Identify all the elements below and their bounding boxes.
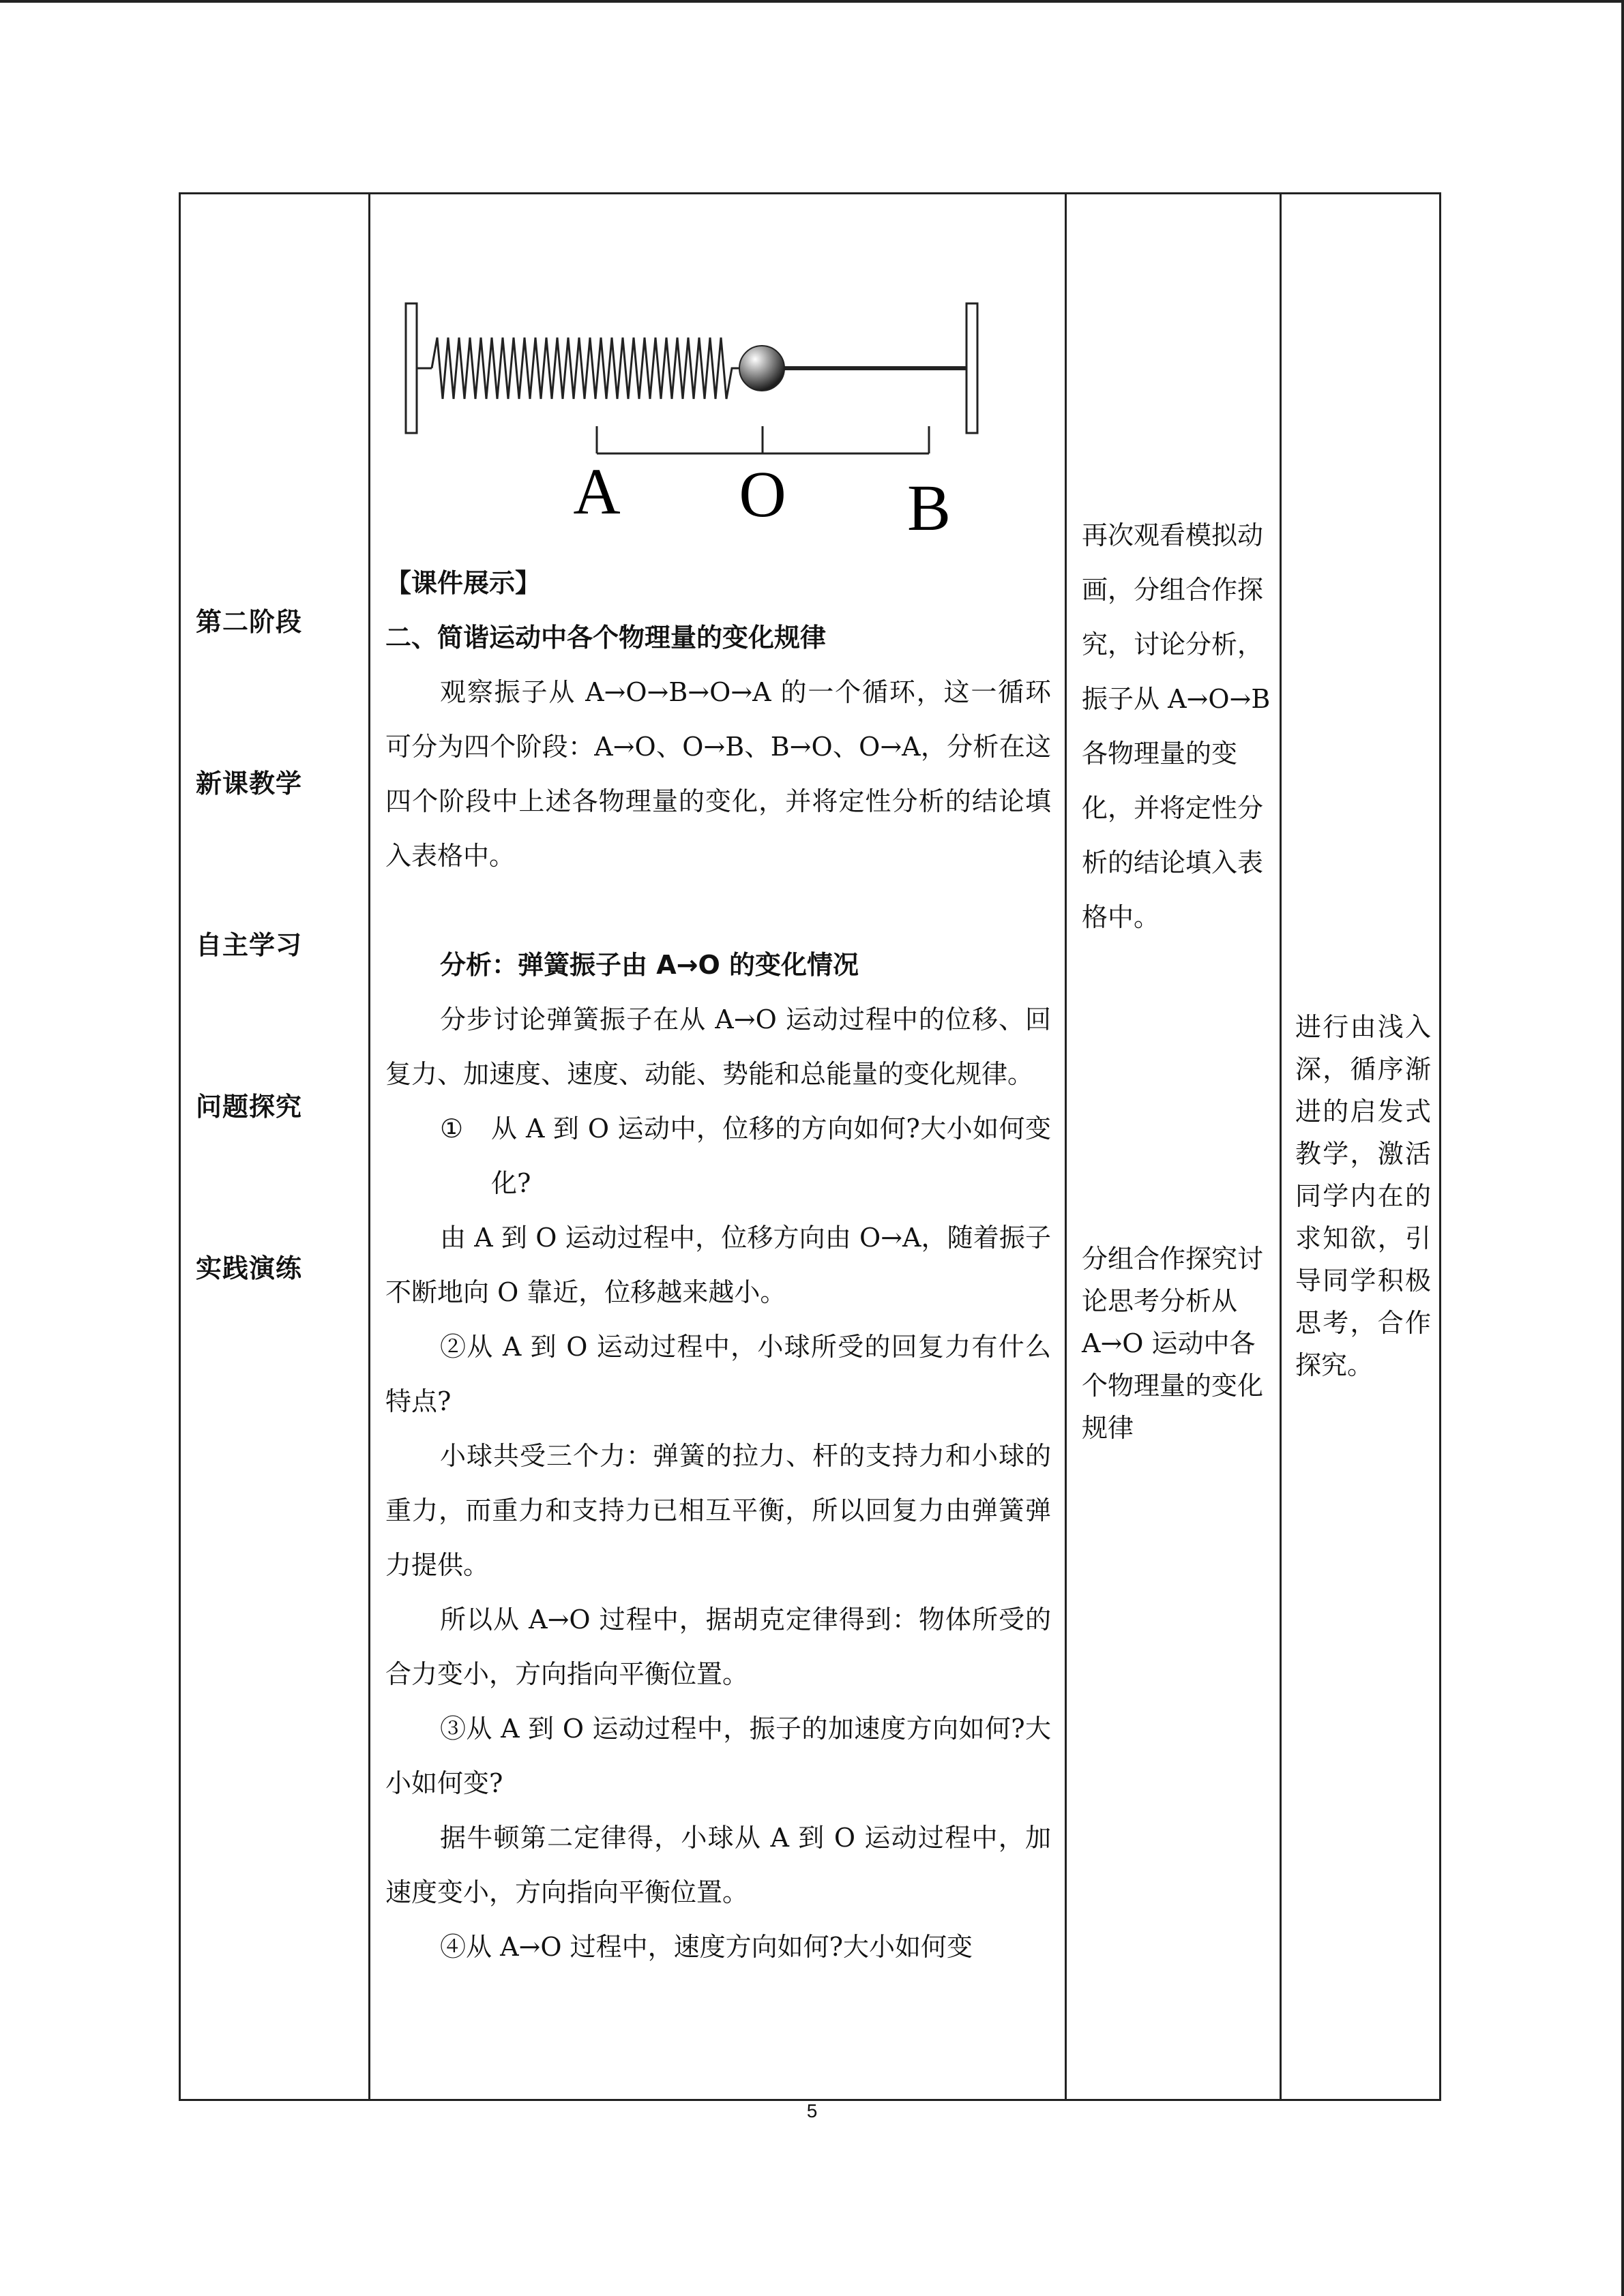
student-activity-column xyxy=(1066,194,1281,2100)
stage-label: 实践演练 xyxy=(196,1253,303,1283)
stage-column xyxy=(180,194,370,2100)
intro-paragraph: 观察振子从 A→O→B→O→A 的一个循环，这一循环可分为四个阶段：A→O、O→B、B→O、O→A，分析在这四个阶段中上述各物理量的变化，并将定性分析的结论填入表格中。 xyxy=(385,677,1051,871)
page-number: 5 xyxy=(806,2100,818,2121)
question-1-text: 从 A 到 O 运动中，位移的方向如何?大小如何变化? xyxy=(491,1114,1051,1198)
label-a: A xyxy=(573,455,621,528)
intent-text: 进行由浅入深，循序渐进的启发式教学，激活同学内在的求知欲，引导同学积极思考，合作探究。 xyxy=(1295,1012,1431,1380)
spring-oscillator-diagram xyxy=(399,297,1054,542)
answer-2-conclusion: 所以从 A→O 过程中，据胡克定律得到：物体所受的合力变小，方向指向平衡位置。 xyxy=(385,1605,1051,1689)
activity-text-1: 再次观看模拟动画，分组合作探究，讨论分析，振子从 A→O→B 各物理量的变化，并将定性分析的结论填入表格中。 xyxy=(1082,520,1271,932)
label-b: B xyxy=(906,471,951,542)
courseware-heading: 【课件展示】 xyxy=(385,568,542,598)
analysis-title: 分析：弹簧振子由 A→O 的变化情况 xyxy=(440,950,859,980)
question-3: ③从 A 到 O 运动过程中，振子的加速度方向如何?大小如何变? xyxy=(385,1714,1051,1798)
activity-text-2: 分组合作探究讨论思考分析从 A→O 运动中各个物理量的变化规律 xyxy=(1082,1244,1264,1443)
question-1 xyxy=(385,1101,1051,1210)
answer-1: 由 A 到 O 运动过程中，位移方向由 O→A，随着振子不断地向 O 靠近，位移越来越小。 xyxy=(385,1223,1051,1307)
table-row xyxy=(180,194,1441,2100)
top-border xyxy=(0,0,1624,3)
content-column xyxy=(370,194,1066,2100)
ball xyxy=(739,346,784,391)
stage-label: 问题探究 xyxy=(196,1092,303,1122)
answer-3: 据牛顿第二定律得，小球从 A 到 O 运动过程中，加速度变小，方向指向平衡位置。 xyxy=(385,1823,1051,1907)
right-border xyxy=(1621,0,1624,2296)
left-wall xyxy=(406,303,417,433)
stage-label: 第二阶段 xyxy=(196,607,303,637)
question-2: ②从 A 到 O 运动过程中，小球所受的回复力有什么特点? xyxy=(385,1332,1051,1416)
stage-label: 自主学习 xyxy=(196,930,303,960)
lesson-plan-table xyxy=(179,192,1441,2101)
stage-label: 新课教学 xyxy=(196,769,303,799)
question-1-number: ① xyxy=(440,1114,464,1144)
label-o: O xyxy=(739,458,786,531)
right-wall xyxy=(966,303,977,433)
spring xyxy=(432,338,743,399)
section-title: 二、简谐运动中各个物理量的变化规律 xyxy=(385,623,827,653)
analysis-intro: 分步讨论弹簧振子在从 A→O 运动过程中的位移、回复力、加速度、速度、动能、势能和总能量的变化规律。 xyxy=(385,1004,1051,1089)
answer-2: 小球共受三个力：弹簧的拉力、杆的支持力和小球的重力，而重力和支持力已相互平衡，所以回复力由弹簧弹力提供。 xyxy=(385,1441,1051,1580)
question-4: ④从 A→O 过程中，速度方向如何?大小如何变 xyxy=(440,1932,973,1962)
design-intent-column xyxy=(1281,194,1441,2100)
